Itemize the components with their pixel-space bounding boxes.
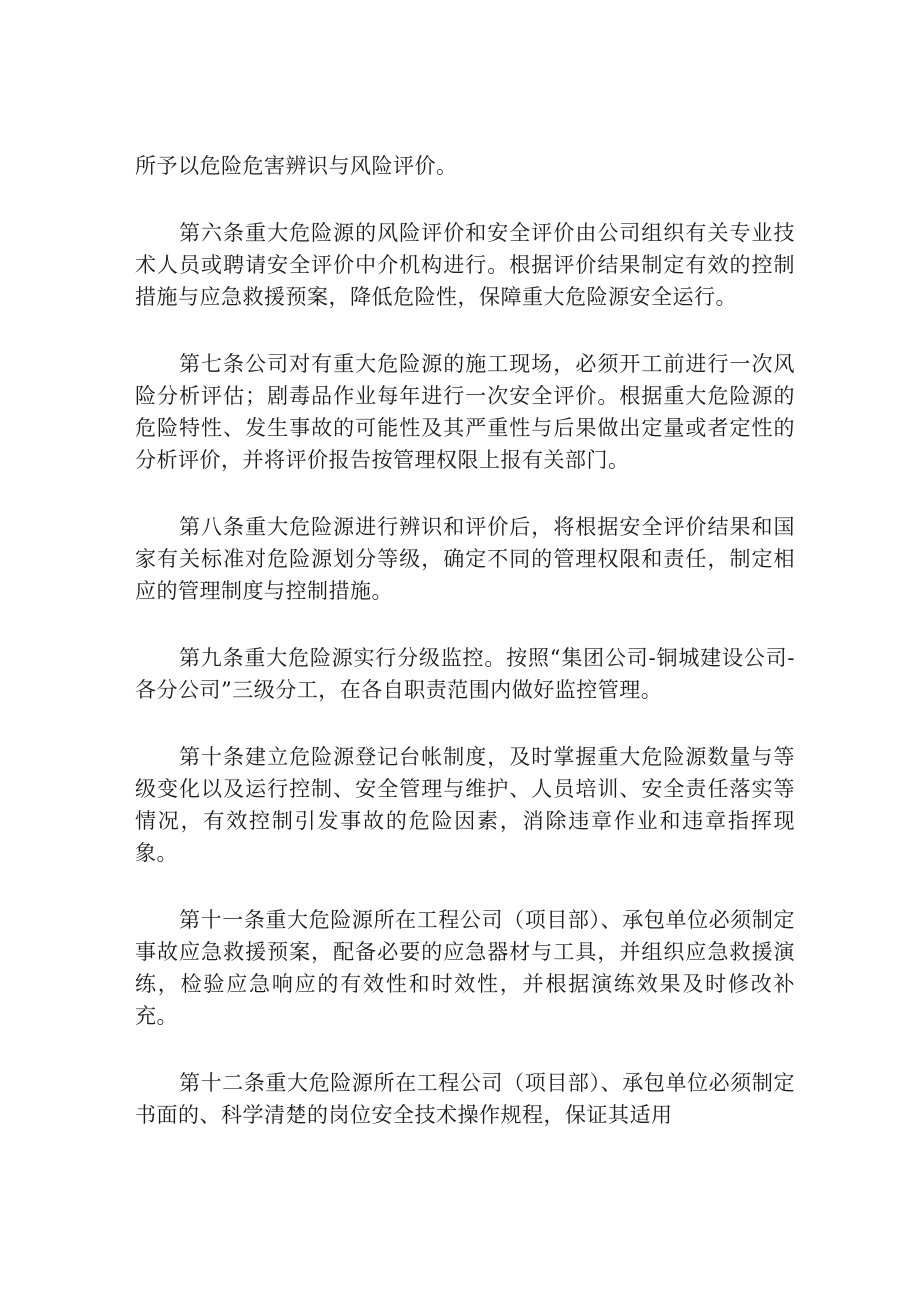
- paragraph-article-7: 第七条公司对有重大危险源的施工现场，必须开工前进行一次风险分析评估；剧毒品作业每年进行一次安全评价。根据重大危险源的危险特性、发生事故的可能性及其严重性与后果做出定量或者定性的分析评价，并将评价报告按管理权限上报有关部门。: [135, 352, 795, 472]
- paragraph-article-8: 第八条重大危险源进行辨识和评价后，将根据安全评价结果和国家有关标准对危险源划分等级，确定不同的管理权限和责任，制定相应的管理制度与控制措施。: [135, 515, 795, 603]
- paragraph-article-10: 第十条建立危险源登记台帐制度，及时掌握重大危险源数量与等级变化以及运行控制、安全管理与维护、人员培训、安全责任落实等情况，有效控制引发事故的危险因素，消除违章作业和违章指挥现象。: [135, 745, 795, 865]
- paragraph-continuation: 所予以危险危害辨识与风险评价。: [135, 154, 458, 178]
- paragraph-article-6: 第六条重大危险源的风险评价和安全评价由公司组织有关专业技术人员或聘请安全评价中介机构进行。根据评价结果制定有效的控制措施与应急救援预案，降低危险性，保障重大危险源安全运行。: [135, 221, 795, 309]
- paragraph-article-12: 第十二条重大危险源所在工程公司（项目部）、承包单位必须制定书面的、科学清楚的岗位安全技术操作规程，保证其适用: [135, 1071, 795, 1127]
- paragraph-article-11: 第十一条重大危险源所在工程公司（项目部）、承包单位必须制定事故应急救援预案，配备必要的应急器材与工具，并组织应急救援演练，检验应急响应的有效性和时效性，并根据演练效果及时修改补充。: [135, 908, 795, 1028]
- paragraph-article-9: 第九条重大危险源实行分级监控。按照“集团公司-铜城建设公司-各分公司”三级分工，在各自职责范围内做好监控管理。: [135, 646, 795, 702]
- document-body: [135, 150, 795, 1166]
